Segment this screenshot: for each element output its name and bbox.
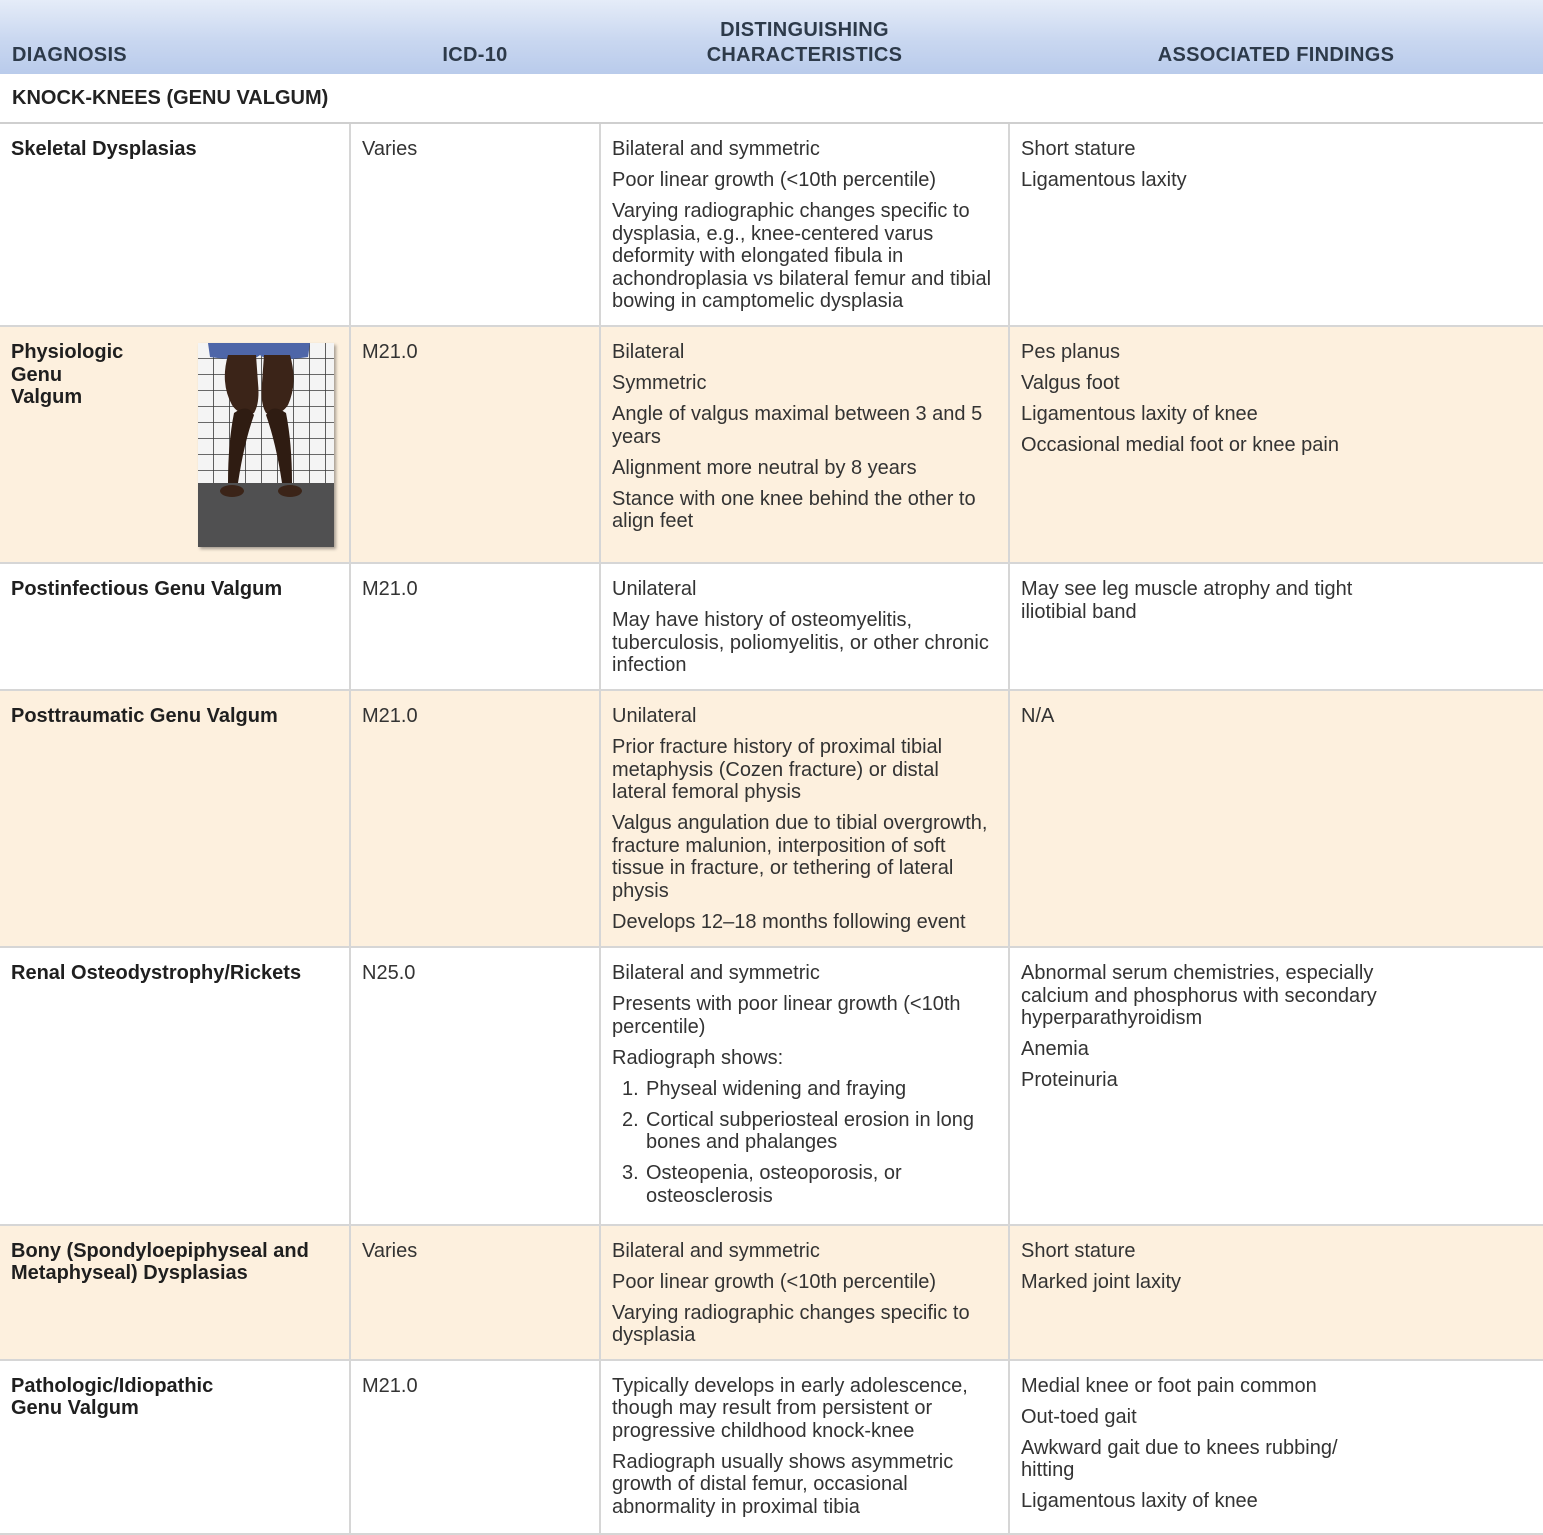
numbered-item-text: Osteopenia, osteoporosis, or osteosclerosis xyxy=(646,1162,902,1207)
header-distinguishing xyxy=(600,0,1009,74)
characteristic-item: Alignment more neutral by 8 years xyxy=(612,456,917,479)
section-row xyxy=(0,74,1543,123)
diagnosis-name-word: Physiologic xyxy=(11,341,124,363)
finding-item: Medial knee or foot pain common xyxy=(1021,1374,1317,1397)
diagnosis-name: Pathologic/Idiopathic Genu Valgum xyxy=(11,1374,214,1419)
header-distinguishing-line-2: CHARACTERISTICS xyxy=(706,44,903,66)
numbered-item-number: 3. xyxy=(622,1162,639,1184)
finding-item: May see leg muscle atrophy and tight iliotibial band xyxy=(1021,578,1353,623)
characteristic-item: Stance with one knee behind the other to align feet xyxy=(612,487,976,532)
table-row xyxy=(0,326,1543,563)
finding-item: Awkward gait due to knees rubbing/ hitting xyxy=(1021,1436,1338,1481)
characteristic-item: Symmetric xyxy=(612,372,707,394)
header-distinguishing-line-1: DISTINGUISHING xyxy=(720,19,889,41)
header-icd: ICD-10 xyxy=(350,0,600,74)
diagnosis-cell xyxy=(0,1225,350,1360)
findings-list xyxy=(1021,1375,1381,1513)
standing-child-legs-image xyxy=(198,343,334,547)
finding-item: Marked joint laxity xyxy=(1021,1270,1182,1293)
characteristic-item: Radiograph usually shows asymmetric growth of distal femur, occasional abnormality in proximal tibia xyxy=(612,1450,954,1518)
findings-cell xyxy=(1009,563,1543,690)
characteristics-cell xyxy=(600,1225,1009,1360)
icd-code: N25.0 xyxy=(362,962,416,984)
finding-item: Ligamentous laxity xyxy=(1021,169,1187,191)
diagnosis-cell xyxy=(0,563,350,690)
numbered-item-number: 2. xyxy=(622,1108,639,1131)
diagnosis-with-photo xyxy=(11,341,339,547)
table-header xyxy=(0,0,1543,74)
numbered-item-text: Cortical subperiosteal erosion in long bones and phalanges xyxy=(646,1108,974,1153)
numbered-item xyxy=(622,1078,998,1101)
findings-list xyxy=(1021,705,1381,728)
characteristic-item: Presents with poor linear growth (<10th percentile) xyxy=(612,993,961,1038)
finding-item: Short stature xyxy=(1021,1239,1136,1262)
icd-code: M21.0 xyxy=(362,1374,418,1397)
table-row xyxy=(0,1225,1543,1360)
characteristic-item: Prior fracture history of proximal tibial metaphysis (Cozen fracture) or distal lateral femoral physis xyxy=(612,736,943,803)
characteristics-cell xyxy=(600,563,1009,690)
finding-item: Anemia xyxy=(1021,1038,1089,1060)
table-body xyxy=(0,123,1543,1534)
genu-valgum-photo xyxy=(198,343,334,547)
characteristic-item: May have history of osteomyelitis, tuberculosis, poliomyelitis, or other chronic infection xyxy=(612,609,989,676)
findings-list xyxy=(1021,962,1381,1092)
characteristics-cell xyxy=(600,690,1009,947)
table-row xyxy=(0,123,1543,326)
characteristic-item: Bilateral xyxy=(612,341,685,363)
characteristic-item: Bilateral and symmetric xyxy=(612,1239,820,1262)
characteristic-item: Valgus angulation due to tibial overgrowth, fracture malunion, interposition of soft tissue in fracture, or tethering of lateral physis xyxy=(612,812,988,902)
header-findings: ASSOCIATED FINDINGS xyxy=(1009,0,1543,74)
diagnosis-name-word: Valgum xyxy=(11,386,83,408)
table-row xyxy=(0,690,1543,947)
icd-code-cell xyxy=(350,1225,600,1360)
finding-item: Proteinuria xyxy=(1021,1069,1118,1091)
table-row xyxy=(0,563,1543,690)
icd-code: Varies xyxy=(362,138,418,160)
icd-code-cell xyxy=(350,947,600,1225)
characteristic-item: Varying radiographic changes specific to dysplasia xyxy=(612,1301,970,1346)
characteristic-item: Varying radiographic changes specific to dysplasia, e.g., knee-centered varus deformity with elongated fibula in achondroplasia vs bilateral femur and tibial bowing in camptomelic dysplasia xyxy=(612,200,992,312)
characteristic-item: Bilateral and symmetric xyxy=(612,138,820,160)
findings-cell xyxy=(1009,326,1543,563)
icd-code-cell xyxy=(350,123,600,326)
findings-cell xyxy=(1009,947,1543,1225)
characteristics-cell xyxy=(600,947,1009,1225)
numbered-item-text: Physeal widening and fraying xyxy=(646,1077,907,1100)
characteristic-item: Develops 12–18 months following event xyxy=(612,910,966,933)
characteristics-cell xyxy=(600,123,1009,326)
icd-code: M21.0 xyxy=(362,705,418,727)
characteristics-cell xyxy=(600,1360,1009,1534)
icd-code-cell xyxy=(350,1360,600,1534)
table-row xyxy=(0,1360,1543,1534)
diagnosis-name-word: Genu xyxy=(11,363,63,386)
numbered-item xyxy=(622,1162,998,1207)
section-title: KNOCK-KNEES (GENU VALGUM) xyxy=(0,74,1543,123)
finding-item: N/A xyxy=(1021,705,1055,727)
diagnosis-name: Bony (Spondyloepiphyseal and Metaphyseal) Dysplasias xyxy=(11,1239,309,1284)
finding-item: Valgus foot xyxy=(1021,372,1120,394)
characteristic-item: Bilateral and symmetric xyxy=(612,962,820,984)
findings-cell xyxy=(1009,690,1543,947)
characteristics-cell xyxy=(600,326,1009,563)
findings-cell xyxy=(1009,1360,1543,1534)
characteristic-item: Poor linear growth (<10th percentile) xyxy=(612,1270,937,1293)
findings-list xyxy=(1021,1240,1381,1294)
icd-code: M21.0 xyxy=(362,578,418,600)
findings-list xyxy=(1021,578,1381,623)
findings-list xyxy=(1021,138,1381,192)
diagnosis-name: Renal Osteodystrophy/Rickets xyxy=(11,962,302,984)
icd-code: M21.0 xyxy=(362,341,418,363)
characteristic-item: Radiograph shows: xyxy=(612,1046,784,1069)
diagnosis-name: Posttraumatic Genu Valgum xyxy=(11,705,278,727)
diagnosis-cell xyxy=(0,326,350,563)
diagnosis-cell xyxy=(0,947,350,1225)
characteristic-item: Angle of valgus maximal between 3 and 5 years xyxy=(612,403,983,448)
header-diagnosis: DIAGNOSIS xyxy=(0,0,350,74)
table-row xyxy=(0,947,1543,1225)
characteristic-item: Unilateral xyxy=(612,705,697,727)
findings-list xyxy=(1021,341,1381,457)
finding-item: Pes planus xyxy=(1021,341,1120,363)
characteristic-item: Typically develops in early adolescence, though may result from persistent or progressive childhood knock-knee xyxy=(612,1374,968,1442)
finding-item: Short stature xyxy=(1021,138,1136,160)
numbered-item xyxy=(622,1109,998,1154)
icd-code: Varies xyxy=(362,1239,418,1262)
finding-item: Ligamentous laxity of knee xyxy=(1021,403,1258,425)
diagnosis-cell xyxy=(0,690,350,947)
diagnosis-cell xyxy=(0,1360,350,1534)
findings-cell xyxy=(1009,1225,1543,1360)
diagnosis-name: Postinfectious Genu Valgum xyxy=(11,578,283,600)
diagnosis-name: Skeletal Dysplasias xyxy=(11,138,197,160)
diagnosis-name xyxy=(11,341,141,547)
finding-item: Abnormal serum chemistries, especially calcium and phosphorus with secondary hyperparathyroidism xyxy=(1021,962,1377,1029)
icd-code-cell xyxy=(350,563,600,690)
icd-code-cell xyxy=(350,326,600,563)
icd-code-cell xyxy=(350,690,600,947)
findings-cell xyxy=(1009,123,1543,326)
finding-item: Occasional medial foot or knee pain xyxy=(1021,434,1339,456)
diagnosis-cell xyxy=(0,123,350,326)
finding-item: Ligamentous laxity of knee xyxy=(1021,1490,1258,1512)
finding-item: Out-toed gait xyxy=(1021,1405,1137,1428)
numbered-item-number: 1. xyxy=(622,1077,639,1100)
characteristic-item: Poor linear growth (<10th percentile) xyxy=(612,169,937,191)
characteristic-item: Unilateral xyxy=(612,578,697,600)
